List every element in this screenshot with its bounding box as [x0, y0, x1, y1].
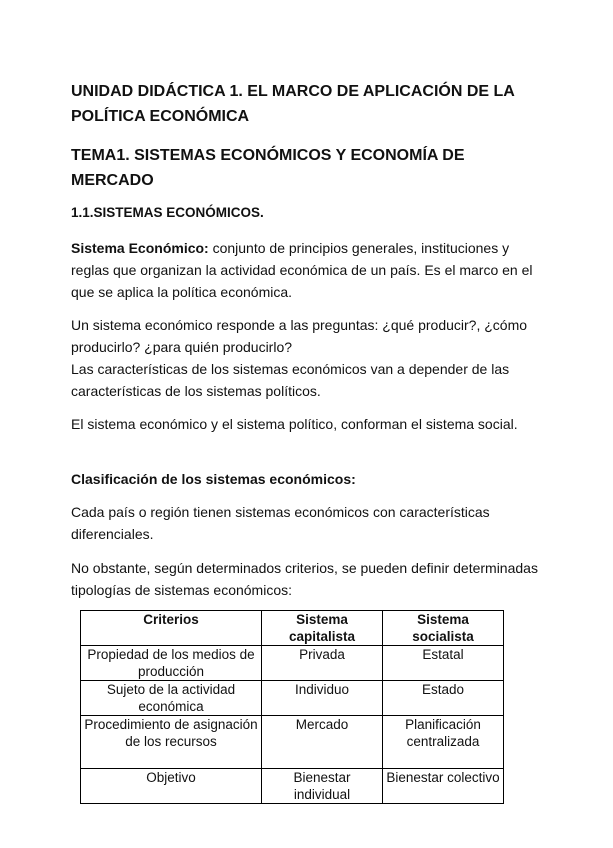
table-cell: Mercado [262, 716, 383, 769]
table-cell: Estatal [383, 646, 504, 681]
systems-table [80, 610, 504, 804]
table-cell: Planificación centralizada [383, 716, 504, 769]
table-header-cell: Sistema capitalista [262, 611, 383, 646]
typologies-paragraph: No obstante, según determinados criterios, se pueden definir determinadas tipologías de sistemas económicos: [71, 560, 538, 598]
countries-paragraph: Cada país o región tienen sistemas económicos con características diferenciales. [71, 504, 490, 542]
table-cell: Privada [262, 646, 383, 681]
table-header-row [81, 611, 504, 646]
questions-paragraph: Un sistema económico responde a las preguntas: ¿qué producir?, ¿cómo producirlo? ¿para quién producirlo? [71, 317, 528, 355]
dependence-paragraph: Las características de los sistemas económicos van a depender de las características de los sistemas políticos. [71, 361, 510, 399]
table-header-cell: Criterios [81, 611, 262, 646]
topic-title: TEMA1. SISTEMAS ECONÓMICOS Y ECONOMÍA DE MERCADO [71, 147, 465, 189]
table-row [81, 716, 504, 769]
social-paragraph: El sistema económico y el sistema político, conforman el sistema social. [71, 416, 518, 432]
table-row [81, 681, 504, 716]
table-cell: Bienestar colectivo [383, 769, 504, 804]
definition-text: conjunto de principios generales, instituciones y reglas que organizan la actividad económica de un país. Es el marco en el que se aplica la política económica. [71, 240, 533, 300]
unit-title: UNIDAD DIDÁCTICA 1. EL MARCO DE APLICACIÓN DE LA POLÍTICA ECONÓMICA [71, 83, 515, 125]
table-row [81, 646, 504, 681]
classification-title: Clasificación de los sistemas económicos: [71, 471, 356, 487]
table-cell: Sujeto de la actividad económica [81, 681, 262, 716]
table-header-cell: Sistema socialista [383, 611, 504, 646]
table-cell: Bienestar individual [262, 769, 383, 804]
definition-paragraph [71, 237, 546, 303]
definition-term: Sistema Económico: [71, 240, 209, 256]
table-cell: Individuo [262, 681, 383, 716]
table-cell: Objetivo [81, 769, 262, 804]
table-cell: Procedimiento de asignación de los recursos [81, 716, 262, 769]
section-title: 1.1.SISTEMAS ECONÓMICOS. [71, 205, 264, 220]
table-cell: Estado [383, 681, 504, 716]
table-row [81, 769, 504, 804]
table-cell: Propiedad de los medios de producción [81, 646, 262, 681]
